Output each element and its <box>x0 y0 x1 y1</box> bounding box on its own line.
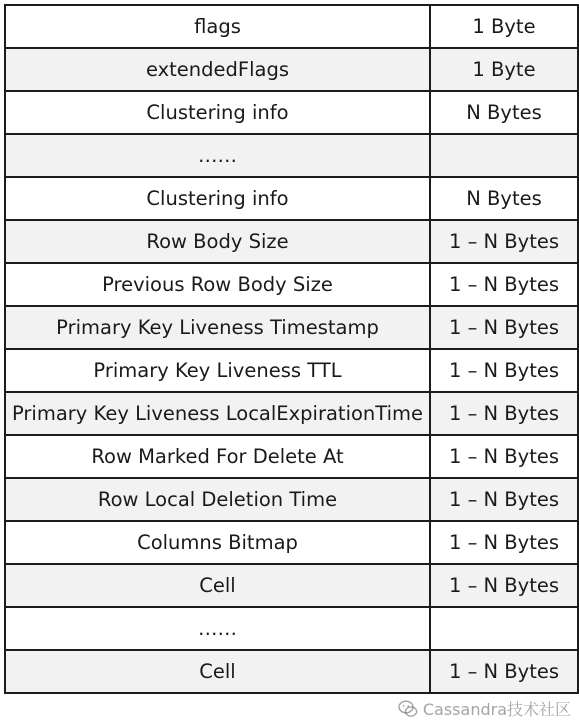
field-cell: Row Local Deletion Time <box>5 478 430 521</box>
size-cell: N Bytes <box>430 177 578 220</box>
table-row <box>5 349 578 392</box>
field-cell: Primary Key Liveness TTL <box>5 349 430 392</box>
table-row <box>5 564 578 607</box>
table-row <box>5 521 578 564</box>
table-row <box>5 306 578 349</box>
size-cell: 1 – N Bytes <box>430 349 578 392</box>
field-cell: Primary Key Liveness Timestamp <box>5 306 430 349</box>
field-cell: Clustering info <box>5 91 430 134</box>
size-cell: 1 Byte <box>430 5 578 48</box>
table-row <box>5 478 578 521</box>
table-row <box>5 91 578 134</box>
field-cell: …… <box>5 134 430 177</box>
table-row <box>5 392 578 435</box>
field-cell: extendedFlags <box>5 48 430 91</box>
size-cell: 1 – N Bytes <box>430 306 578 349</box>
field-cell: Previous Row Body Size <box>5 263 430 306</box>
field-cell: Row Marked For Delete At <box>5 435 430 478</box>
field-cell: Cell <box>5 564 430 607</box>
size-cell: 1 – N Bytes <box>430 392 578 435</box>
size-cell: 1 – N Bytes <box>430 220 578 263</box>
field-cell: Columns Bitmap <box>5 521 430 564</box>
size-cell <box>430 134 578 177</box>
field-cell: …… <box>5 607 430 650</box>
table-row <box>5 263 578 306</box>
field-cell: flags <box>5 5 430 48</box>
size-cell: N Bytes <box>430 91 578 134</box>
table-row <box>5 177 578 220</box>
table-row <box>5 134 578 177</box>
size-cell: 1 – N Bytes <box>430 263 578 306</box>
size-cell: 1 Byte <box>430 48 578 91</box>
wechat-icon <box>398 699 418 719</box>
row-format-table-container <box>4 4 575 694</box>
table-row <box>5 5 578 48</box>
size-cell: 1 – N Bytes <box>430 564 578 607</box>
table-row <box>5 650 578 693</box>
size-cell: 1 – N Bytes <box>430 435 578 478</box>
size-cell: 1 – N Bytes <box>430 521 578 564</box>
table-row <box>5 220 578 263</box>
table-row <box>5 607 578 650</box>
field-cell: Clustering info <box>5 177 430 220</box>
table-row <box>5 48 578 91</box>
watermark <box>398 697 571 720</box>
row-format-table <box>4 4 579 694</box>
field-cell: Cell <box>5 650 430 693</box>
size-cell <box>430 607 578 650</box>
table-row <box>5 435 578 478</box>
size-cell: 1 – N Bytes <box>430 650 578 693</box>
field-cell: Primary Key Liveness LocalExpirationTime <box>5 392 430 435</box>
field-cell: Row Body Size <box>5 220 430 263</box>
watermark-text: Cassandra技术社区 <box>422 700 571 719</box>
size-cell: 1 – N Bytes <box>430 478 578 521</box>
